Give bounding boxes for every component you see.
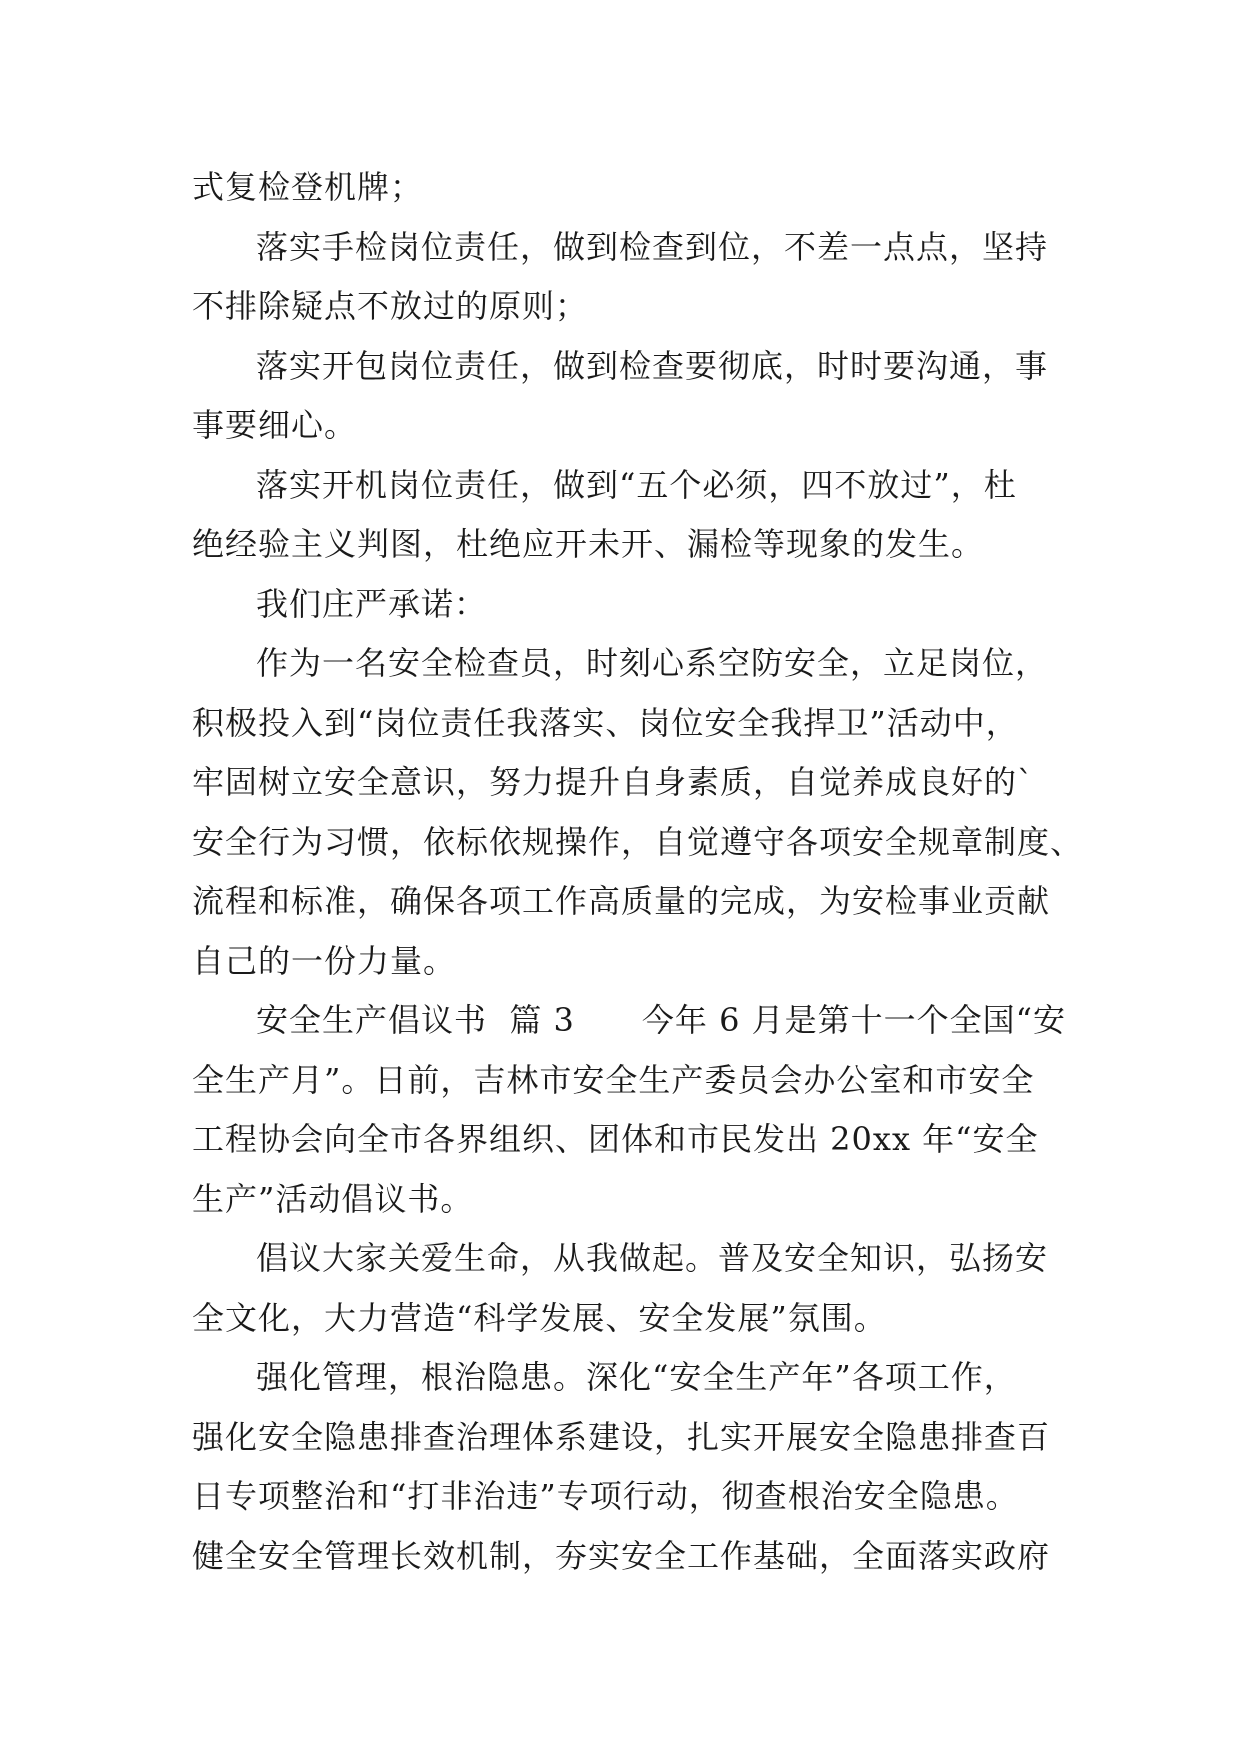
text-line-16: 全生产月”。日前，吉林市安全生产委员会办公室和市安全 [192,1060,1035,1099]
text-line-17: 工程协会向全市各界组织、团体和市民发出 20xx 年“安全 [192,1120,1039,1158]
text-line-22: 强化安全隐患排查治理体系建设，扎实开展安全隐患排查百 [192,1417,1051,1456]
text-line-20: 全文化，大力营造“科学发展、安全发展”氛围。 [192,1298,887,1337]
text-line-7: 绝经验主义判图，杜绝应开未开、漏检等现象的发生。 [192,525,985,563]
text-line-8: 我们庄严承诺： [256,584,488,623]
text-line-5: 事要细心。 [192,406,358,444]
text-line-13: 流程和标准，确保各项工作高质量的完成，为安检事业贡献 [192,882,1051,920]
text-line-19: 倡议大家关爱生命，从我做起。普及安全知识，弘扬安 [256,1239,1049,1277]
text-line-15: 安全生产倡议书 篇 3 今年 6 月是第十一个全国“安 [256,1001,1066,1039]
text-line-6: 落实开机岗位责任，做到“五个必须，四不放过”，杜 [256,465,1017,504]
text-line-2: 落实手检岗位责任，做到检查到位，不差一点点，坚持 [256,227,1049,266]
body-text [192,158,1084,1586]
text-line-4: 落实开包岗位责任，做到检查要彻底，时时要沟通，事 [256,346,1049,385]
text-line-24: 健全安全管理长效机制，夯实安全工作基础，全面落实政府 [192,1536,1051,1575]
text-line-12: 安全行为习惯，依标依规操作，自觉遵守各项安全规章制度、 [192,822,1084,861]
text-line-18: 生产”活动倡议书。 [192,1179,474,1218]
text-line-1: 式复检登机牌； [192,168,424,206]
text-line-14: 自己的一份力量。 [192,941,457,980]
text-line-21: 强化管理，根治隐患。深化“安全生产年”各项工作， [256,1358,1017,1396]
text-line-3: 不排除疑点不放过的原则； [192,287,589,325]
text-line-23: 日专项整治和“打非治违”专项行动，彻查根治安全隐患。 [192,1477,1019,1515]
text-line-9: 作为一名安全检查员，时刻心系空防安全，立足岗位， [256,644,1049,682]
text-line-10: 积极投入到“岗位责任我落实、岗位安全我捍卫”活动中， [192,703,1019,742]
text-line-11: 牢固树立安全意识，努力提升自身素质，自觉养成良好的` [192,763,1035,801]
